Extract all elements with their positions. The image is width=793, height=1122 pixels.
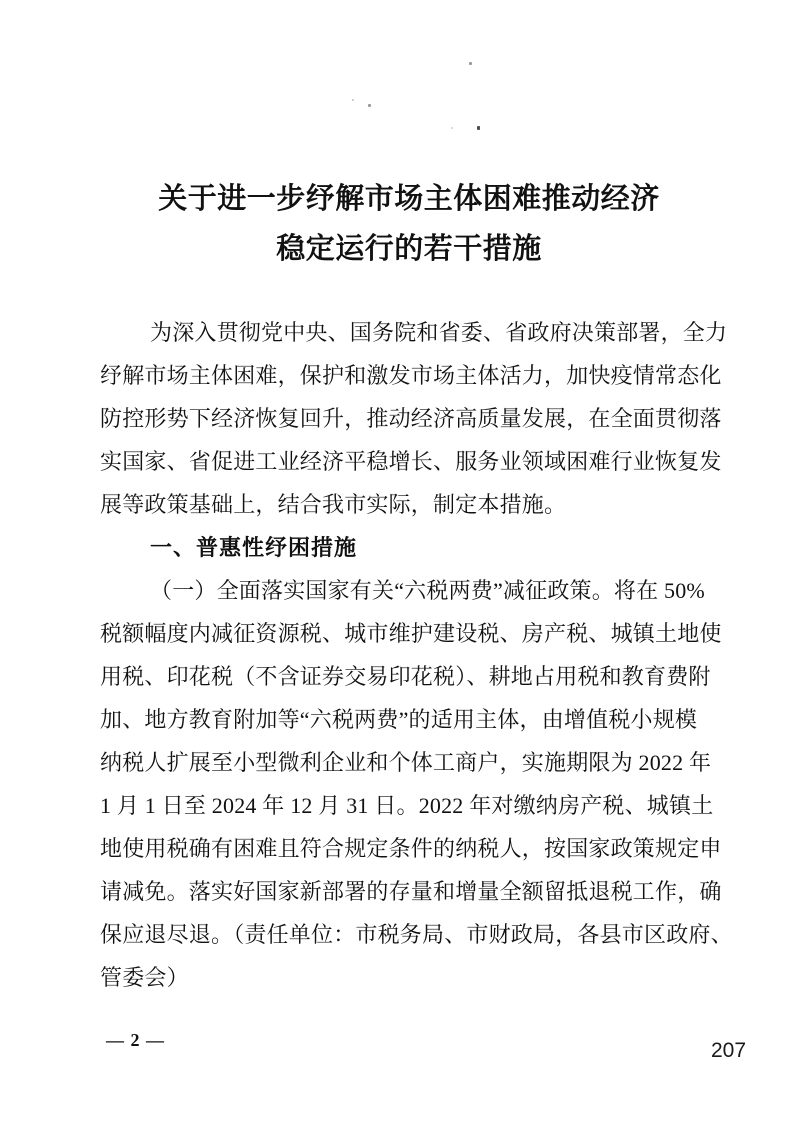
document-body <box>100 311 733 999</box>
item-paragraph-line: 请减免。落实好国家新部署的存量和增量全额留抵退税工作，确 <box>100 879 722 904</box>
scan-speck <box>469 62 472 65</box>
intro-paragraph-line: 纾解市场主体困难，保护和激发市场主体活力，加快疫情常态化 <box>100 363 722 388</box>
item-paragraph-line: 加、地方教育附加等“六税两费”的适用主体，由增值税小规模 <box>100 707 698 732</box>
item-paragraph-line: 管委会） <box>100 965 189 990</box>
document-title-line-1: 关于进一步纾解市场主体困难推动经济 <box>158 183 660 215</box>
item-paragraph-line: 地使用税确有困难且符合规定条件的纳税人，按国家政策规定申 <box>100 836 722 861</box>
intro-paragraph-line: 为深入贯彻党中央、国务院和省委、省政府决策部署，全力 <box>150 320 728 345</box>
item-paragraph-line: 税额幅度内减征资源税、城市维护建设税、房产税、城镇土地使 <box>100 621 722 646</box>
scan-speck <box>451 127 453 129</box>
corner-page-number: 207 <box>711 1039 747 1062</box>
intro-paragraph-line: 展等政策基础上，结合我市实际，制定本措施。 <box>100 492 567 517</box>
scan-speck <box>352 99 354 101</box>
document-title <box>109 174 709 274</box>
intro-paragraph-line: 实国家、省促进工业经济平稳增长、服务业领域困难行业恢复发 <box>100 449 722 474</box>
footer-page-number: — 2 — <box>106 1030 165 1050</box>
item-paragraph-line: 保应退尽退。（责任单位：市税务局、市财政局，各县市区政府、 <box>100 922 733 947</box>
item-paragraph-line: 用税、印花税（不含证券交易印花税）、耕地占用税和教育费附 <box>100 664 711 689</box>
section-heading: 一、普惠性纾困措施 <box>150 535 358 560</box>
document-title-line-2: 稳定运行的若干措施 <box>276 233 542 265</box>
scan-speck <box>368 104 371 107</box>
scan-speck <box>477 126 480 130</box>
item-paragraph-line: （一）全面落实国家有关“六税两费”减征政策。将在 50% <box>150 578 705 603</box>
item-paragraph-line: 1 月 1 日至 2024 年 12 月 31 日。2022 年对缴纳房产税、城镇土 <box>100 793 714 818</box>
intro-paragraph-line: 防控形势下经济恢复回升，推动经济高质量发展，在全面贯彻落 <box>100 406 722 431</box>
item-paragraph-line: 纳税人扩展至小型微利企业和个体工商户，实施期限为 2022 年 <box>100 750 712 775</box>
